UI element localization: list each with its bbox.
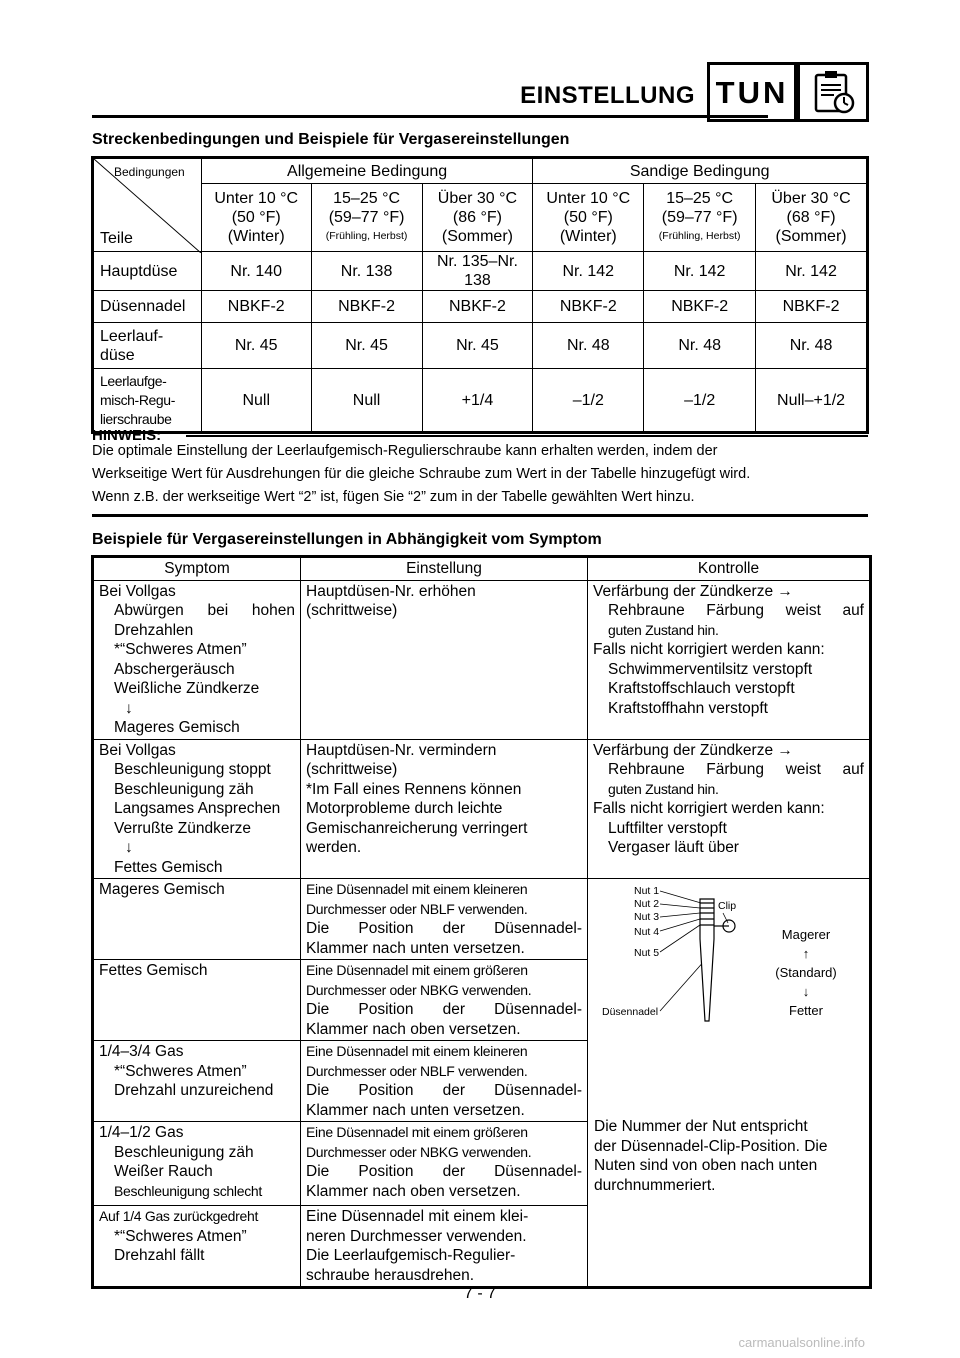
col-header: 15–25 °C (59–77 °F) (Frühling, Herbst): [311, 184, 422, 252]
group-header-sandy: Sandige Bedingung: [533, 158, 868, 184]
section-tag: TUN: [707, 62, 797, 122]
col-header: Über 30 °C (86 °F) (Sommer): [422, 184, 533, 252]
note-line-3: Wenn z.B. der werkseitige Wert “2” ist, fügen Sie “2” zum in der Tabelle gewählten Wert hinzu.: [92, 489, 695, 505]
groove-note: Die Nummer der Nut entspricht der Düsennadel-Clip-Position. Die Nuten sind von oben nach unten durchnummeriert.: [594, 1118, 828, 1194]
table-row: Düsennadel NBKF-2 NBKF-2 NBKF-2 NBKF-2 NBKF-2 NBKF-2: [93, 291, 868, 323]
note-end-rule: [92, 514, 868, 517]
conditions-table: [91, 156, 869, 434]
nut-1-label: Nut 1: [634, 885, 660, 897]
group-header-general: Allgemeine Bedingung: [201, 158, 533, 184]
table-row: 1/4–3/4 Gas *“Schweres Atmen” Drehzahl unzureichend Eine Düsennadel mit einem kleineren Durchmesser oder NBLF verwenden. Die Position der Düsennadel- Klammer nach unten versetzen.: [93, 1041, 871, 1122]
table-row: Fettes Gemisch Eine Düsennadel mit einem größeren Durchmesser oder NBKG verwenden. Die Position der Düsennadel- Klammer nach oben versetzen.: [93, 960, 871, 1041]
table-corner-cell: [93, 158, 202, 252]
symptom-table: [91, 555, 872, 1289]
table-row: Leerlaufge- misch-Regu- lierschraube Null Null +1/4 –1/2 –1/2 Null–+1/2: [93, 369, 868, 433]
table-row: Auf 1/4 Gas zurückgedreht *“Schweres Atmen” Drehzahl fällt Eine Düsennadel mit einem klei- neren Durchmesser verwenden. Die Leerlaufgemisch-Regulier- schraube herausdrehen.: [93, 1206, 871, 1288]
leaner-label: Magerer: [781, 927, 831, 942]
watermark: carmanualsonline.info: [738, 1335, 865, 1350]
nut-5-label: Nut 5: [634, 947, 660, 959]
table-row: Bei Vollgas Abwürgen bei hohen Drehzahlen *“Schweres Atmen” Abschergeräusch Weißliche Zündkerze ↓ Mageres Gemisch Hauptdüsen-Nr. erhöhen (schrittweise) Verfärbung der Zündkerze → Rehbraune Färbung weist auf guten Zustand hin. Falls nicht korrigiert werden kann: Schwimmerventilsitz verstopft Kraftstoffschlauch verstopft Kraftstoffhahn verstopft: [93, 580, 871, 739]
corner-label-conditions: Bedingungen: [114, 165, 185, 179]
mixture-scale: [771, 925, 841, 1020]
note-line-2: Werkseitige Wert für Ausdrehungen für die gleiche Schraube zum Wert in der Tabelle hinzugefügt wird.: [92, 466, 751, 482]
standard-label: (Standard): [775, 965, 837, 980]
nut-3-label: Nut 3: [634, 911, 660, 923]
page-number: 7 - 7: [463, 1285, 496, 1302]
clip-label: Clip: [718, 900, 737, 912]
section-title-conditions: Streckenbedingungen und Beispiele für Vergasereinstellungen: [92, 131, 570, 148]
arrow-up-icon: ↑: [802, 946, 810, 961]
col-header: 15–25 °C (59–77 °F) (Frühling, Herbst): [644, 184, 756, 252]
col-header: Unter 10 °C (50 °F) (Winter): [533, 184, 644, 252]
note-label: HINWEIS:: [92, 427, 162, 444]
table-row: Leerlauf- düse Nr. 45 Nr. 45 Nr. 45 Nr. 48 Nr. 48 Nr. 48: [93, 323, 868, 369]
page-title: EINSTELLUNG: [520, 82, 695, 109]
col-header: Über 30 °C (68 °F) (Sommer): [756, 184, 868, 252]
table-header-row: Symptom Einstellung Kontrolle: [93, 557, 871, 581]
corner-label-parts: Teile: [100, 230, 133, 247]
note-line-1: Die optimale Einstellung der Leerlaufgemisch-Regulierschraube kann erhalten werden, indem der: [92, 443, 718, 459]
needle-diagram-cell: [588, 879, 871, 1288]
nut-2-label: Nut 2: [634, 898, 660, 910]
table-row: Bei Vollgas Beschleunigung stoppt Beschleunigung zäh Langsames Ansprechen Verrußte Zündkerze ↓ Fettes Gemisch Hauptdüsen-Nr. vermindern (schrittweise) *Im Fall eines Rennens können Motorprobleme durch leichte Gemischanreicherung verringert werden. Verfärbung der Zündkerze → Rehbraune Färbung weist auf guten Zustand hin. Falls nicht korrigiert werden kann: Luftfilter verstopft Vergaser läuft über: [93, 739, 871, 879]
col-header: Unter 10 °C (50 °F) (Winter): [201, 184, 311, 252]
table-row: 1/4–1/2 Gas Beschleunigung zäh Weißer Rauch Beschleunigung schlecht Eine Düsennadel mit einem größeren Durchmesser oder NBKG verwenden. Die Position der Düsennadel- Klammer nach oben versetzen.: [93, 1122, 871, 1206]
section-title-symptoms: Beispiele für Vergasereinstellungen in Abhängigkeit vom Symptom: [92, 531, 602, 548]
richer-label: Fetter: [789, 1003, 823, 1018]
note-rule: [186, 435, 868, 437]
needle-label: Düsennadel: [602, 1006, 659, 1018]
nut-4-label: Nut 4: [634, 926, 660, 938]
clipboard-stopwatch-icon: [797, 62, 869, 122]
arrow-down-icon: ↓: [802, 984, 810, 999]
table-row: Mageres Gemisch Eine Düsennadel mit einem kleineren Durchmesser oder NBLF verwenden. Die Position der Düsennadel- Klammer nach unten versetzen. Nut 1 Nut 2 Nut 3 Nut 4 Nut 5 Clip Düsennadel Magerer ↑ (Standard) ↓ Fetter Die Nummer der Nut entspricht der Düsennadel-Clip-Position. Die Nuten sind von oben nach unten durchnummeriert.: [93, 879, 871, 960]
table-row: Hauptdüse Nr. 140 Nr. 138 Nr. 135–Nr. 138 Nr. 142 Nr. 142 Nr. 142: [93, 252, 868, 291]
header-rule: [92, 115, 768, 118]
